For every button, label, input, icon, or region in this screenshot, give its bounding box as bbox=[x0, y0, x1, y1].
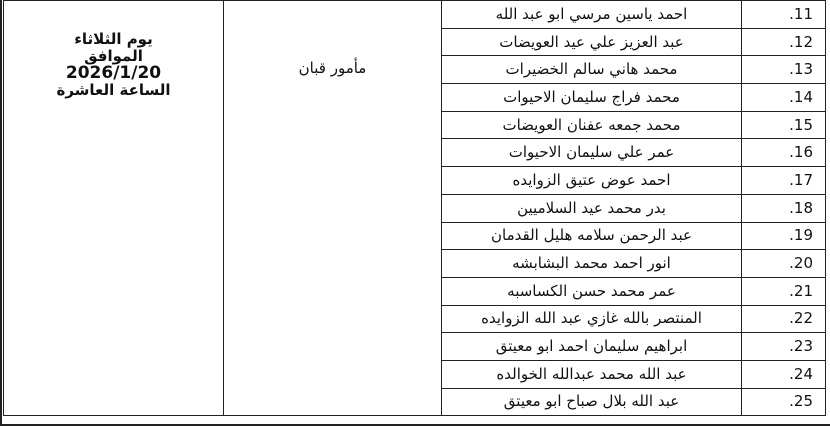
person-name: محمد هاني سالم الخضيرات bbox=[442, 56, 742, 84]
person-name: عمر محمد حسن الكساسبه bbox=[442, 277, 742, 305]
person-name: عبد الله بلال صباح ابو معيتق bbox=[442, 388, 742, 416]
row-number: 18. bbox=[742, 194, 826, 222]
person-name: انور احمد محمد البشابشه bbox=[442, 250, 742, 278]
person-name: احمد ياسين مرسي ابو عبد الله bbox=[442, 1, 742, 29]
row-number: 22. bbox=[742, 305, 826, 333]
day-label: يوم الثلاثاء bbox=[74, 30, 153, 48]
time-label: الساعة العاشرة bbox=[56, 81, 171, 99]
exam-date: 2026/1/20 bbox=[65, 63, 162, 83]
row-number: 19. bbox=[742, 222, 826, 250]
row-number: 25. bbox=[742, 388, 826, 416]
person-name: عمر علي سليمان الاحيوات bbox=[442, 139, 742, 167]
row-number: 14. bbox=[742, 84, 826, 112]
corresponding-label: الموافق bbox=[84, 47, 143, 65]
row-number: 21. bbox=[742, 277, 826, 305]
row-number: 12. bbox=[742, 28, 826, 56]
person-name: بدر محمد عيد السلاميين bbox=[442, 194, 742, 222]
row-number: 17. bbox=[742, 167, 826, 195]
person-name: محمد فراج سليمان الاحيوات bbox=[442, 84, 742, 112]
row-number: 16. bbox=[742, 139, 826, 167]
row-number: 13. bbox=[742, 56, 826, 84]
person-name: عبد الرحمن سلامه هليل القدمان bbox=[442, 222, 742, 250]
position-title: مأمور قبان bbox=[224, 1, 442, 416]
row-number: 15. bbox=[742, 111, 826, 139]
row-number: 23. bbox=[742, 333, 826, 361]
row-number: 11. bbox=[742, 1, 826, 29]
person-name: المنتصر بالله غازي عبد الله الزوايده bbox=[442, 305, 742, 333]
left-border bbox=[0, 0, 2, 426]
row-number: 24. bbox=[742, 360, 826, 388]
candidates-table bbox=[3, 0, 826, 416]
person-name: عبد العزيز علي عيد العويضات bbox=[442, 28, 742, 56]
person-name: محمد جمعه عفنان العويضات bbox=[442, 111, 742, 139]
person-name: عبد الله محمد عبدالله الخوالده bbox=[442, 360, 742, 388]
row-number: 20. bbox=[742, 250, 826, 278]
schedule-cell bbox=[4, 1, 224, 416]
person-name: احمد عوض عتيق الزوايده bbox=[442, 167, 742, 195]
person-name: ابراهيم سليمان احمد ابو معيتق bbox=[442, 333, 742, 361]
table-row bbox=[4, 1, 826, 29]
